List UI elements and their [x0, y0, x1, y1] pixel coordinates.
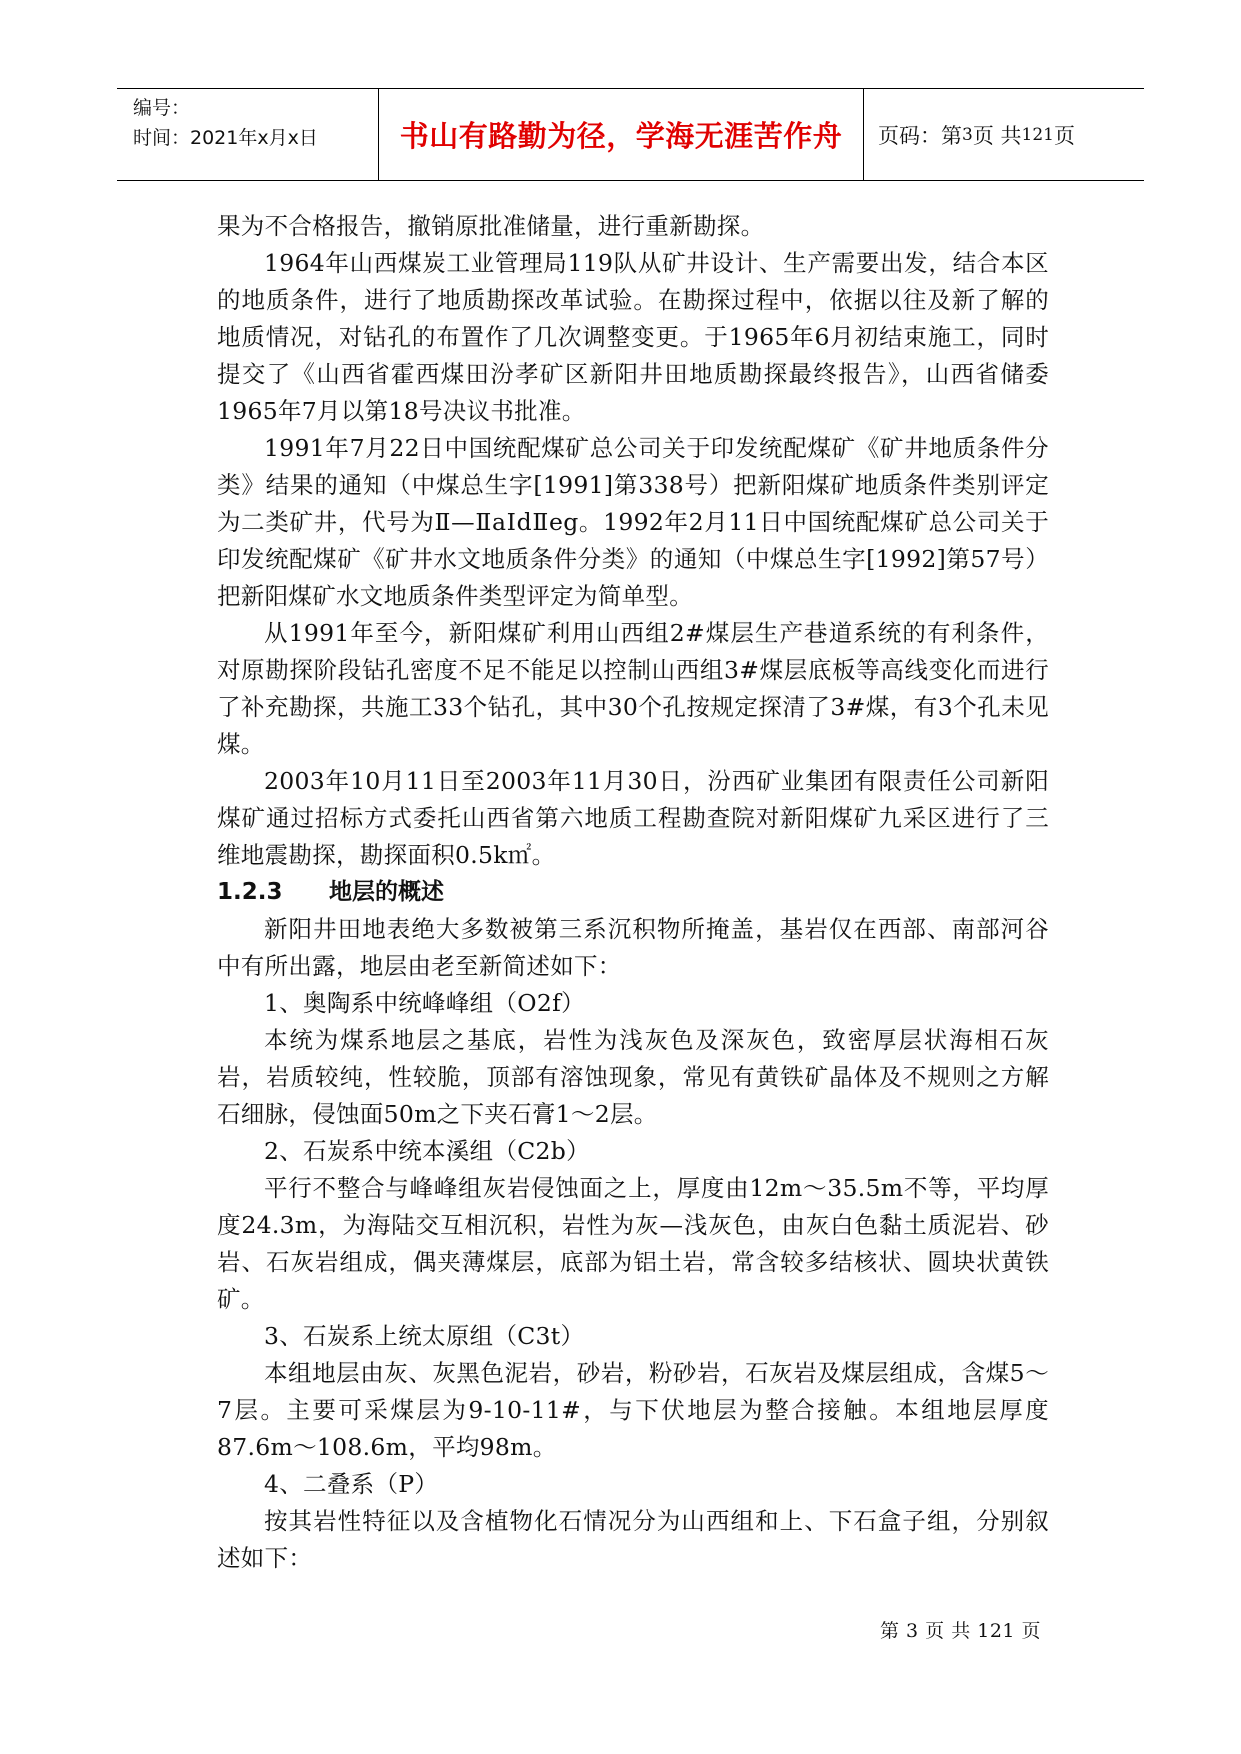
section-number: 1.2.3	[217, 879, 283, 905]
page-footer: 第 3 页 共 121 页	[880, 1620, 1042, 1642]
header-motto: 书山有路勤为径，学海无涯苦作舟	[379, 89, 864, 180]
paragraph: 2003年10月11日至2003年11月30日，汾西矿业集团有限责任公司新阳煤矿通过招标方式委托山西省第六地质工程勘查院对新阳煤矿九采区进行了三维地震勘探，勘探面积0.5k㎡。	[217, 767, 1049, 869]
paragraph: 按其岩性特征以及含植物化石情况分为山西组和上、下石盒子组，分别叙述如下：	[217, 1507, 1049, 1572]
page-num: 3	[962, 124, 973, 145]
header-info-cell	[117, 89, 379, 180]
paragraph: 本组地层由灰、灰黑色泥岩，砂岩，粉砂岩，石灰岩及煤层组成，含煤5～7层。主要可采煤层为9-10-11#，与下伏地层为整合接触。本组地层厚度87.6m～108.6m，平均98m。	[217, 1359, 1049, 1461]
paragraph: 1991年7月22日中国统配煤矿总公司关于印发统配煤矿《矿井地质条件分类》结果的通知（中煤总生字[1991]第338号）把新阳煤矿地质条件类别评定为二类矿井，代号为Ⅱ—ⅡaⅠdⅡeg。1992年2月11日中国统配煤矿总公司关于印发统配煤矿《矿井水文地质条件分类》的通知（中煤总生字[1992]第57号）把新阳煤矿水文地质条件类型评定为简单型。	[217, 434, 1049, 610]
document-body	[217, 208, 1049, 1577]
paragraph: 平行不整合与峰峰组灰岩侵蚀面之上，厚度由12m～35.5m不等，平均厚度24.3m，为海陆交互相沉积，岩性为灰—浅灰色，由灰白色黏土质泥岩、砂岩、石灰岩组成，偶夹薄煤层，底部为铝土岩，常含较多结核状、圆块状黄铁矿。	[217, 1174, 1049, 1313]
page-mid: 页 共	[972, 123, 1022, 148]
paragraph: 本统为煤系地层之基底，岩性为浅灰色及深灰色，致密厚层状海相石灰岩，岩质较纯，性较脆，顶部有溶蚀现象，常见有黄铁矿晶体及不规则之方解石细脉，侵蚀面50m之下夹石膏1～2层。	[217, 1026, 1049, 1128]
paragraph: 新阳井田地表绝大多数被第三系沉积物所掩盖，基岩仅在西部、南部河谷中有所出露，地层由老至新简述如下：	[217, 915, 1049, 980]
paragraph: 1964年山西煤炭工业管理局119队从矿井设计、生产需要出发，结合本区的地质条件，进行了地质勘探改革试验。在勘探过程中，依据以往及新了解的地质情况，对钻孔的布置作了几次调整变更。于1965年6月初结束施工，同时提交了《山西省霍西煤田汾孝矿区新阳井田地质勘探最终报告》，山西省储委1965年7月以第18号决议书批准。	[217, 249, 1049, 425]
page-suffix: 页	[1053, 123, 1075, 148]
section-heading	[217, 874, 1049, 911]
page-header	[117, 88, 1144, 181]
paragraph: 从1991年至今，新阳煤矿利用山西组2#煤层生产巷道系统的有利条件，对原勘探阶段钻孔密度不足不能足以控制山西组3#煤层底板等高线变化而进行了补充勘探，共施工33个钻孔，其中30个孔按规定探清了3#煤，有3个孔未见煤。	[217, 619, 1049, 758]
paragraph: 果为不合格报告，撤销原批准储量，进行重新勘探。	[217, 212, 765, 240]
serial-label: 编号：	[133, 97, 191, 119]
list-heading: 1、奥陶系中统峰峰组（O2f）	[264, 989, 585, 1017]
list-heading: 2、石炭系中统本溪组（C2b）	[264, 1137, 590, 1165]
time-label: 时间：2021年x月x日	[133, 127, 318, 149]
list-heading: 4、二叠系（P）	[264, 1470, 439, 1498]
list-heading: 3、石炭系上统太原组（C3t）	[264, 1322, 585, 1350]
header-page-number	[864, 89, 1144, 180]
section-title: 地层的概述	[329, 879, 444, 905]
page-total: 121	[1021, 124, 1054, 145]
page-prefix: 页码：第	[878, 123, 962, 148]
